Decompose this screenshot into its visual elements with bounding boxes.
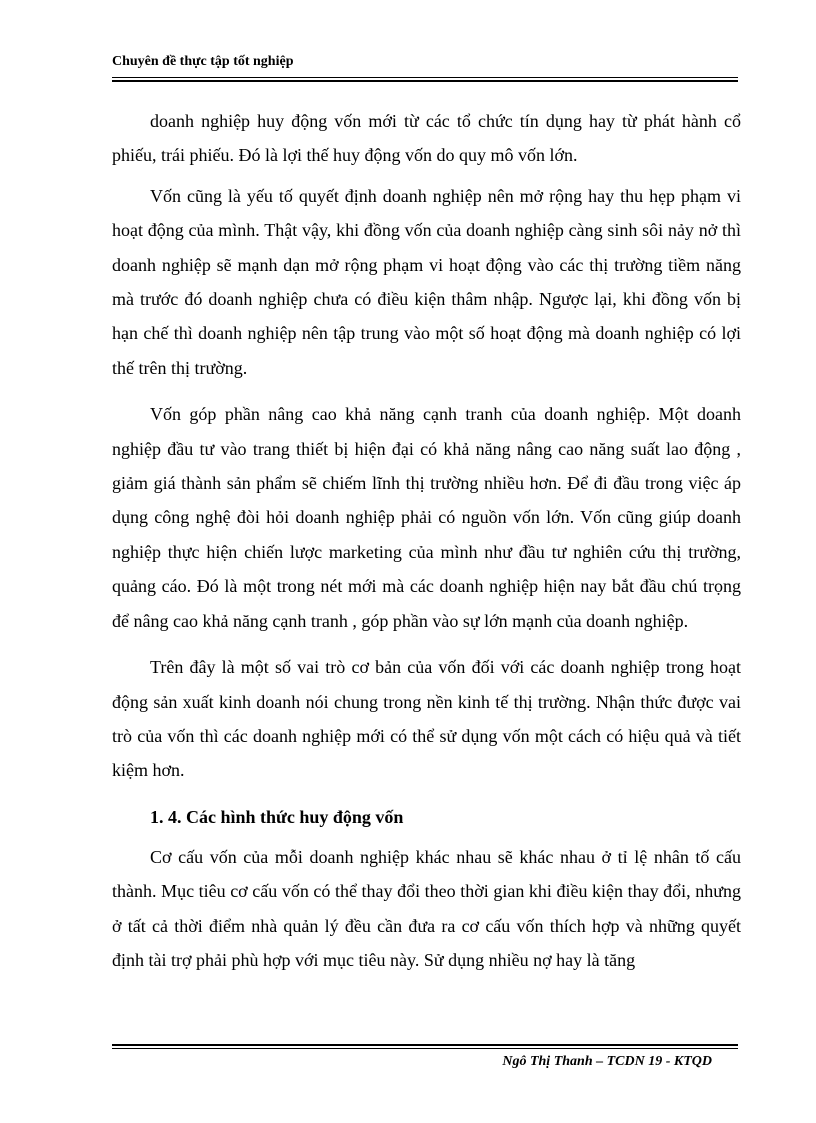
header-divider-bottom xyxy=(112,80,738,82)
body-paragraph: Vốn góp phần nâng cao khả năng cạnh tranh của doanh nghiệp. Một doanh nghiệp đầu tư vào trang thiết bị hiện đại có khả năng nâng cao năng suất lao động , giảm giá thành sản phẩm sẽ chiếm lĩnh thị trường nhiều hơn. Để đi đầu trong việc áp dụng công nghệ đòi hỏi doanh nghiệp phải có nguồn vốn lớn. Vốn cũng giúp doanh nghiệp thực hiện chiến lược marketing của mình như đầu tư nghiên cứu thị trường, quảng cáo. Đó là một trong nét mới mà các doanh nghiệp hiện nay bắt đầu chú trọng để nâng cao khả năng cạnh tranh , góp phần vào sự lớn mạnh của doanh nghiệp. xyxy=(112,404,741,631)
body-paragraph: Cơ cấu vốn của mỗi doanh nghiệp khác nhau sẽ khác nhau ở tỉ lệ nhân tố cấu thành. Mục tiêu cơ cấu vốn có thể thay đổi theo thời gian khi điều kiện thay đổi, nhưng ở tất cả thời điểm nhà quản lý đều cần đưa ra cơ cấu vốn thích hợp và những quyết định tài trợ phải phù hợp với mục tiêu này. Sử dụng nhiều nợ hay là tăng xyxy=(112,846,741,970)
body-paragraph: Trên đây là một số vai trò cơ bản của vốn đối với các doanh nghiệp trong hoạt động sản xuất kinh doanh nói chung trong nền kinh tế thị trường. Nhận thức được vai trò của vốn thì các doanh nghiệp mới có thể sử dụng vốn một cách có hiệu quả và tiết kiệm hơn. xyxy=(112,657,741,781)
header-divider-top xyxy=(112,77,738,78)
footer-divider-top xyxy=(112,1044,738,1046)
body-paragraph: doanh nghiệp huy động vốn mới từ các tổ chức tín dụng hay từ phát hành cổ phiếu, trái phiếu. Đó là lợi thế huy động vốn do quy mô vốn lớn. xyxy=(112,111,741,166)
page-footer-author: Ngô Thị Thanh – TCDN 19 - KTQD xyxy=(502,1054,712,1069)
page-header-title: Chuyên đề thực tập tốt nghiệp xyxy=(112,54,294,69)
document-body xyxy=(112,104,741,977)
footer-divider-bottom xyxy=(112,1048,738,1049)
body-paragraph: Vốn cũng là yếu tố quyết định doanh nghiệp nên mở rộng hay thu hẹp phạm vi hoạt động của mình. Thật vậy, khi đồng vốn của doanh nghiệp càng sinh sôi nảy nở thì doanh nghiệp sẽ mạnh dạn mở rộng phạm vi hoạt động vào các thị trường tiềm năng mà trước đó doanh nghiệp chưa có điều kiện thâm nhập. Ngược lại, khi đồng vốn bị hạn chế thì doanh nghiệp nên tập trung vào một số hoạt động mà doanh nghiệp có lợi thế trên thị trường. xyxy=(112,185,741,378)
section-heading: 1. 4. Các hình thức huy động vốn xyxy=(150,806,404,827)
